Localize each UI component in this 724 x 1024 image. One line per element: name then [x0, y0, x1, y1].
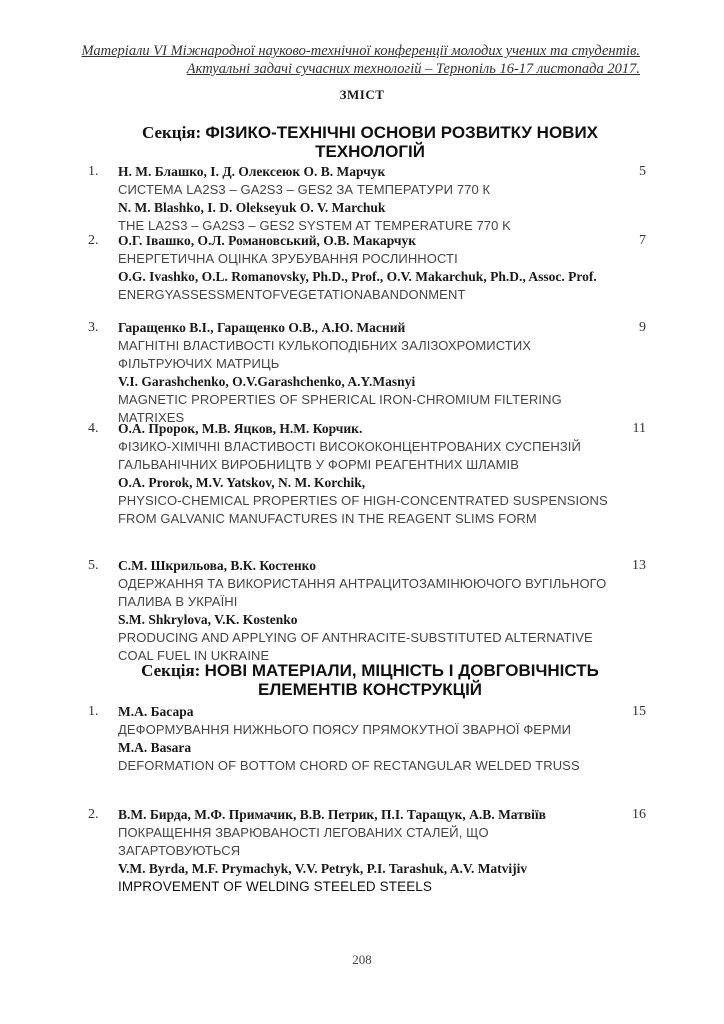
entry-authors-ua: М.А. Басара [118, 704, 194, 719]
entry-number: 3. [88, 320, 99, 335]
entry-page: 9 [639, 320, 646, 335]
entry-number: 2. [88, 233, 99, 248]
entry-authors-en: O.G. Ivashko, O.L. Romanovsky, Ph.D., Prof., O.V. Makarchuk, Ph.D., Assoc. Prof. [118, 269, 597, 284]
entry-title-ua: ФІЗИКО-ХІМІЧНІ ВЛАСТИВОСТІ ВИСОКОКОНЦЕНТРОВАНИХ СУСПЕНЗІЙ ГАЛЬВАНІЧНИХ ВИРОБНИЦТВ У ФОРМІ РЕАГЕНТНИХ ШЛАМІВ [118, 439, 581, 472]
entry-authors-ua: О.А. Пророк, М.В. Яцков, Н.М. Корчик. [118, 421, 363, 436]
toc-entry [88, 420, 648, 528]
section-name-line-1: НОВІ МАТЕРІАЛИ, МІЦНІСТЬ І ДОВГОВІЧНІСТЬ [204, 661, 599, 680]
toc-entry [88, 806, 648, 896]
section-prefix: Секція: [141, 661, 205, 680]
toc-entry [88, 232, 648, 304]
entry-authors-en: M.A. Basara [118, 740, 192, 755]
entry-title-en: ENERGYASSESSMENTOFVEGETATIONABANDONMENT [118, 287, 466, 302]
page-number: 208 [352, 952, 372, 967]
section-prefix: Секція: [141, 123, 206, 142]
entry-page: 11 [632, 421, 646, 436]
entry-authors-en: V.M. Byrda, M.F. Prymachyk, V.V. Petryk, P.I. Tarashuk, A.V. Matvijiv [118, 861, 528, 876]
entry-number: 1. [88, 164, 99, 179]
entry-authors-en: V.I. Garashchenko, O.V.Garashchenko, A.Y.Masnyi [118, 374, 416, 389]
entry-title-en: PRODUCING AND APPLYING OF ANTHRACITE-SUBSTITUTED ALTERNATIVE COAL FUEL IN UKRAINE [118, 630, 593, 663]
section-title [90, 661, 650, 699]
contents-title: ЗМІСТ [339, 87, 385, 102]
header-line-1: Матеріали VI Міжнародної науково-технічної конференції молодих учених та студентів. [81, 43, 640, 59]
entry-authors-ua: С.М. Шкрильова, В.К. Костенко [118, 558, 316, 573]
entry-number: 5. [88, 558, 99, 573]
entry-title-en: MAGNETIC PROPERTIES OF SPHERICAL IRON-CHROMIUM FILTERING MATRIXES [118, 392, 562, 425]
entry-title-ua: ПОКРАЩЕННЯ ЗВАРЮВАНОСТІ ЛЕГОВАНИХ СТАЛЕЙ, ЩО ЗАГАРТОВУЮТЬСЯ [118, 825, 489, 858]
entry-number: 4. [88, 421, 99, 436]
entry-number: 2. [88, 807, 99, 822]
entry-title-ua: ЕНЕРГЕТИЧНА ОЦІНКА ЗРУБУВАННЯ РОСЛИННОСТІ [118, 251, 458, 266]
entry-authors-en: N. M. Blashko, I. D. Olekseyuk O. V. Marchuk [118, 200, 386, 215]
conference-header [40, 42, 640, 78]
toc-entry [88, 557, 648, 665]
entry-number: 1. [88, 704, 99, 719]
entry-page: 7 [639, 233, 646, 248]
entry-authors-ua: Н. М. Блашко, І. Д. Олексеюк О. В. Марчук [118, 164, 386, 179]
entry-title-en: DEFORMATION OF BOTTOM CHORD OF RECTANGULAR WELDED TRUSS [118, 758, 580, 773]
section-title [90, 123, 650, 161]
section-name-line-1: ФІЗИКО-ТЕХНІЧНІ ОСНОВИ РОЗВИТКУ НОВИХ [205, 123, 599, 142]
entry-title-ua: СИСТЕМА LA2S3 – GA2S3 – GES2 ЗА ТЕМПЕРАТУРИ 770 К [118, 182, 491, 197]
entry-title-ua: МАГНІТНІ ВЛАСТИВОСТІ КУЛЬКОПОДІБНИХ ЗАЛІЗОХРОМИСТИХ ФІЛЬТРУЮЧИХ МАТРИЦЬ [118, 338, 532, 371]
toc-entry [88, 163, 648, 235]
section-name-line-2: ЕЛЕМЕНТІВ КОНСТРУКЦІЙ [257, 680, 483, 699]
entry-title-ua: ДЕФОРМУВАННЯ НИЖНЬОГО ПОЯСУ ПРЯМОКУТНОЇ ЗВАРНОЇ ФЕРМИ [118, 722, 572, 737]
entry-title-en: THE LA2S3 – GA2S3 – GES2 SYSTEM AT TEMPERATURE 770 K [118, 218, 511, 233]
header-line-2: Актуальні задачі сучасних технологій – Тернопіль 16-17 листопада 2017. [186, 61, 640, 77]
entry-page: 15 [632, 704, 646, 719]
entry-title-ua: ОДЕРЖАННЯ ТА ВИКОРИСТАННЯ АНТРАЦИТОЗАМІНЮЮЧОГО ВУГІЛЬНОГО ПАЛИВА В УКРАЇНІ [118, 576, 607, 609]
entry-authors-ua: В.М. Бирда, М.Ф. Примачик, В.В. Петрик, П.І. Таращук, А.В. Матвіїв [118, 807, 546, 822]
entry-authors-ua: Гаращенко В.І., Гаращенко О.В., А.Ю. Масний [118, 320, 406, 335]
entry-page: 16 [632, 807, 646, 822]
entry-page: 5 [639, 164, 646, 179]
entry-authors-ua: О.Г. Івашко, О.Л. Романовський, О.В. Макарчук [118, 233, 417, 248]
toc-entry [88, 319, 648, 427]
entry-authors-en: S.M. Shkrylova, V.K. Kostenko [118, 612, 298, 627]
entry-title-en: IMPROVEMENT OF WELDING STEELED STEELS [118, 879, 433, 894]
toc-entry [88, 703, 648, 775]
section-name-line-2: ТЕХНОЛОГІЙ [315, 142, 425, 161]
entry-title-en: PHYSICO-CHEMICAL PROPERTIES OF HIGH-CONCENTRATED SUSPENSIONS FROM GALVANIC MANUFACTURES IN THE REAGENT SLIMS FORM [118, 493, 608, 526]
entry-authors-en: O.A. Prorok, M.V. Yatskov, N. M. Korchik, [118, 475, 366, 490]
entry-page: 13 [632, 558, 646, 573]
